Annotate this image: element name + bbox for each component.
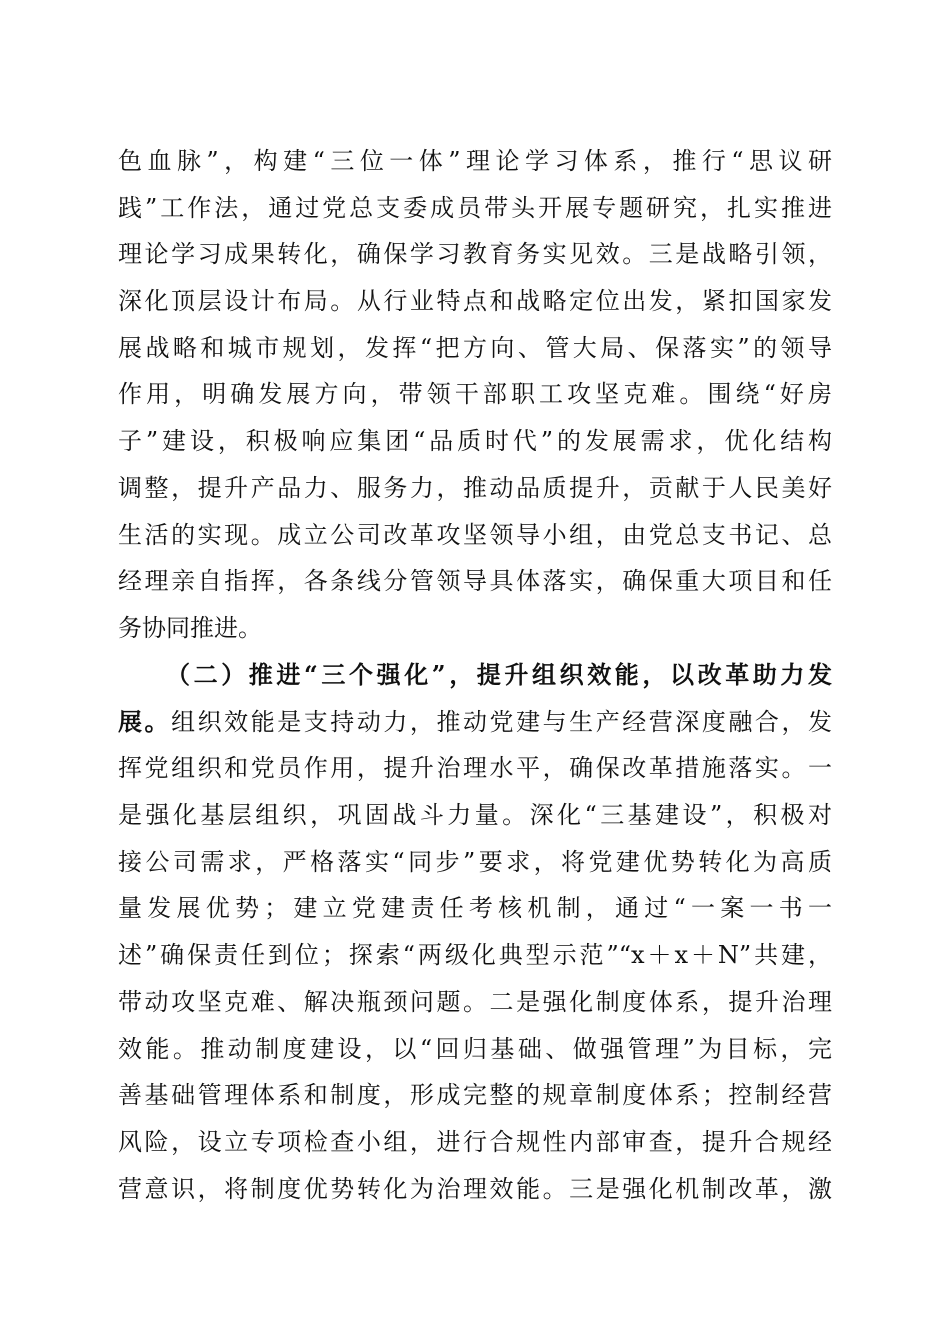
text-line: 量发展优势；建立党建责任考核机制，通过“一案一书一 [118,894,832,923]
text-line: 挥党组织和党员作用，提升治理水平，确保改革措施落实。一 [118,754,832,783]
section-heading-end: 展。 [118,706,172,736]
text-line: 生活的实现。成立公司改革攻坚领导小组，由党总支书记、总 [118,520,832,549]
section-heading: （二）推进“三个强化”，提升组织效能，以改革助力发 [166,660,832,689]
text-line: 展战略和城市规划，发挥“把方向、管大局、保落实”的领导 [118,333,832,362]
text-line: 善基础管理体系和制度，形成完整的规章制度体系；控制经营 [118,1081,832,1110]
text-line: 经理亲自指挥，各条线分管领导具体落实，确保重大项目和任 [118,567,832,596]
text-line: 理论学习成果转化，确保学习教育务实见效。三是战略引领， [118,240,832,269]
text-line: 深化顶层设计布局。从行业特点和战略定位出发，紧扣国家发 [118,287,832,316]
paragraph-2 [118,652,832,1212]
text-line: 是强化基层组织，巩固战斗力量。深化“三基建设”，积极对 [118,801,832,830]
text-line: 子”建设，积极响应集团“品质时代”的发展需求，优化结构 [118,427,832,456]
text-line: 述”确保责任到位；探索“两级化典型示范”“x＋x＋N”共建， [118,941,832,970]
text-line-rest: 组织效能是支持动力，推动党建与生产经营深度融合，发 [171,707,832,736]
text-line: 务协同推进。 [118,613,262,642]
text-line: 作用，明确发展方向，带领干部职工攻坚克难。围绕“好房 [118,380,832,409]
text-line: 调整，提升产品力、服务力，推动品质提升，贡献于人民美好 [118,473,832,502]
text-line: 色血脉”，构建“三位一体”理论学习体系，推行“思议研 [118,147,832,175]
text-line [118,699,832,746]
text-line: 效能。推动制度建设，以“回归基础、做强管理”为目标，完 [118,1034,832,1063]
text-line: 营意识，将制度优势转化为治理效能。三是强化机制改革，激 [118,1174,832,1203]
text-line: 接公司需求，严格落实“同步”要求，将党建优势转化为高质 [118,847,832,876]
text-line: 践”工作法，通过党总支委成员带头开展专题研究，扎实推进 [118,193,832,222]
text-line: 风险，设立专项检查小组，进行合规性内部审查，提升合规经 [118,1127,832,1156]
text-line: 带动攻坚克难、解决瓶颈问题。二是强化制度体系，提升治理 [118,987,832,1016]
paragraph-1 [118,138,832,652]
